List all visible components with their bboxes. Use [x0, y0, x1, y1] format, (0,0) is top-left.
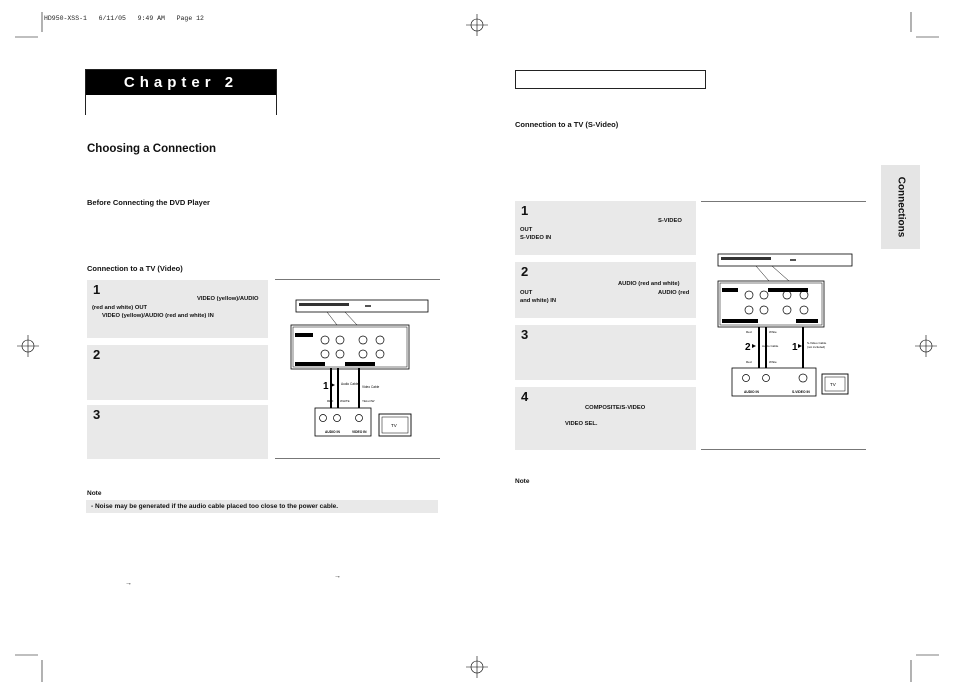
step-text: OUT: [520, 290, 533, 296]
red-label: RED: [327, 399, 334, 403]
step-box-1: [87, 280, 268, 338]
print-slug: HD950-XSS-1 6/11/05 9:49 AM Page 12: [44, 15, 204, 22]
step-number: 3: [93, 407, 101, 422]
diagram-top-rule: [275, 279, 440, 280]
svideo-in-label: S-VIDEO IN: [792, 390, 810, 394]
audio-cable-label: Audio Cable: [341, 382, 359, 386]
diagram-top-rule: [701, 201, 866, 202]
audio-in-label: AUDIO IN: [325, 430, 340, 434]
step-box-1: [515, 201, 696, 255]
red-label: Red: [746, 330, 752, 334]
side-tab-label: Connections: [895, 176, 906, 238]
step-text: COMPOSITE/S-VIDEO: [585, 405, 646, 411]
note-label: Note: [515, 478, 530, 485]
diagram-bottom-rule: [275, 458, 440, 459]
step-box-2: [87, 345, 268, 400]
chapter-box: [85, 69, 277, 115]
arrow-glyph: →: [334, 573, 341, 580]
before-connecting-heading: Before Connecting the DVD Player: [87, 198, 210, 207]
step-number: 1: [93, 282, 101, 297]
chapter-header-box: [515, 70, 706, 89]
step-number: 1: [521, 203, 529, 218]
note-label: Note: [87, 490, 102, 497]
step-text: AUDIO (red: [658, 290, 690, 296]
chapter-subtitle-area: [86, 95, 276, 115]
tv-label: TV: [391, 423, 397, 428]
step-box-3: [87, 405, 268, 459]
yellow-label: YELLOW: [362, 399, 375, 403]
video-in-label: VIDEO IN: [352, 430, 367, 434]
chapter-title: Chapter 2: [86, 70, 276, 95]
svideo-cable-label: S-Video Cable: [807, 341, 827, 345]
video-connection-diagram: [285, 290, 435, 450]
step-marker: 1: [323, 381, 329, 392]
step-marker: 1: [792, 342, 798, 353]
step-text: S-VIDEO IN: [520, 235, 552, 241]
step-text: (red and white) OUT: [92, 305, 148, 311]
step-number: 4: [521, 389, 529, 404]
step-text: OUT: [520, 227, 533, 233]
video-connection-heading: Connection to a TV (Video): [87, 264, 183, 273]
red-label: Red: [746, 360, 752, 364]
arrow-glyph: →: [125, 580, 132, 587]
note-text: - Noise may be generated if the audio cable placed too close to the power cable.: [91, 503, 339, 510]
section-heading: Choosing a Connection: [87, 143, 217, 155]
step-text: and white) IN: [520, 298, 557, 304]
svideo-cable-note: (not included): [807, 345, 826, 349]
diagram-bottom-rule: [701, 449, 866, 450]
step-number: 3: [521, 327, 529, 342]
video-cable-label: Video Cable: [362, 385, 380, 389]
audio-in-label: AUDIO IN: [744, 390, 759, 394]
step-marker: 2: [745, 342, 751, 353]
step-box-4: [515, 387, 696, 450]
svideo-connection-heading: Connection to a TV (S-Video): [515, 120, 619, 129]
audio-cable-label: Audio Cable: [762, 344, 779, 348]
step-text: VIDEO (yellow)/AUDIO (red and white) IN: [102, 313, 214, 319]
step-box-2: [515, 262, 696, 318]
white-label: WHITE: [340, 399, 350, 403]
white-label: White: [769, 360, 777, 364]
tv-label: TV: [830, 382, 836, 387]
step-number: 2: [521, 264, 529, 279]
step-text: VIDEO (yellow)/AUDIO: [197, 296, 259, 302]
note-bar: [86, 500, 438, 513]
step-text: VIDEO SEL.: [565, 421, 598, 427]
step-text: AUDIO (red and white): [618, 281, 680, 287]
step-text: S-VIDEO: [658, 218, 682, 224]
white-label: White: [769, 330, 777, 334]
step-number: 2: [93, 347, 101, 362]
step-box-3: [515, 325, 696, 380]
section-side-tab: [881, 165, 920, 249]
svideo-connection-diagram: [712, 250, 862, 410]
